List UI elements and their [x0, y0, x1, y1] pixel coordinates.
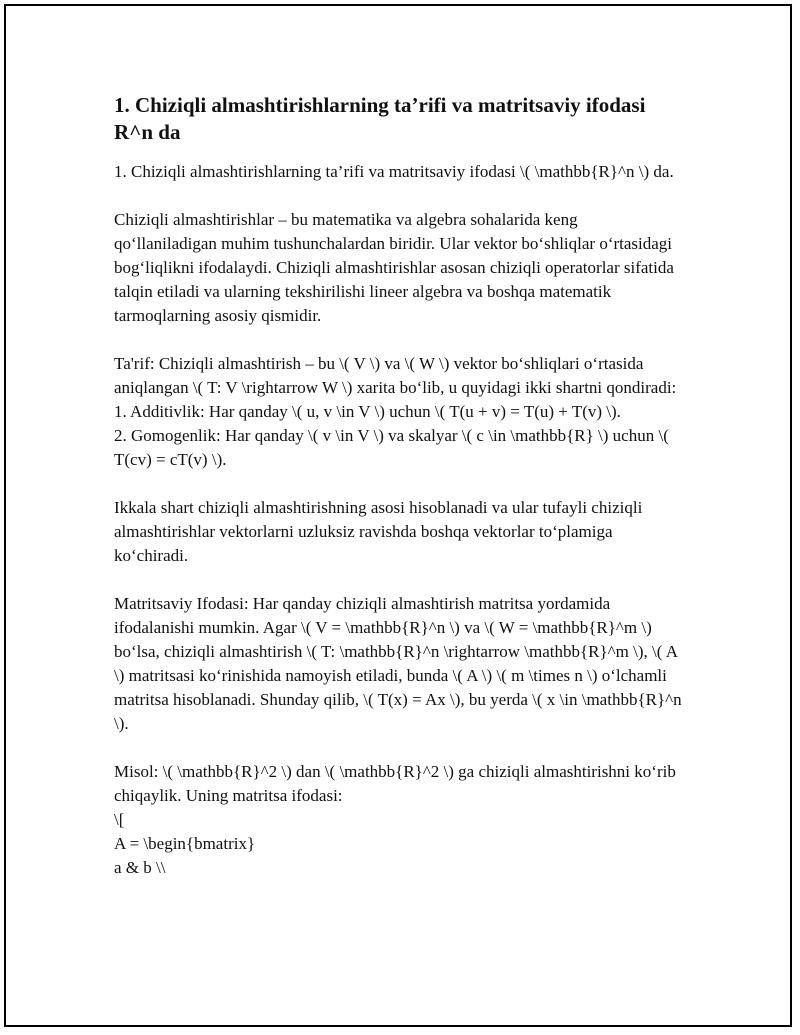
paragraph-matrix-form: Matritsaviy Ifodasi: Har qanday chiziqli almashtirish matritsa yordamida ifodalanishi mumkin. Agar \( V = \mathbb{R}^n \) va \( W = \mathbb{R}^m \) bo‘lsa, chiziqli almashtirish \( T: \mathbb{R}^n \rightarrow \mathbb{R}^m \), \( A \) matritsasi ko‘rinishida namoyish etiladi, bunda \( A \) \( m \times n \) o‘lchamli matritsa hisoblanadi. Shunday qilib, \( T(x) = Ax \), bu yerda \( x \in \mathbb{R}^n \). — [114, 594, 682, 733]
paragraph-example: Misol: \( \mathbb{R}^2 \) dan \( \mathbb{R}^2 \) ga chiziqli almashtirishni ko‘rib chiqaylik. Uning matritsa ifodasi: \[ A = \begin{bmatrix} a & b \\ — [114, 762, 676, 877]
page-title: 1. Chiziqli almashtirishlarning ta’rifi va matritsaviy ifodasi R^n da — [114, 93, 646, 144]
paragraph-introduction: Chiziqli almashtirishlar – bu matematika va algebra sohalarida keng qo‘llaniladigan muhim tushunchalardan biridir. Ular vektor bo‘shliqlar o‘rtasidagi bog‘liqlikni ifodalaydi. Chiziqli almashtirishlar asosan chiziqli operatorlar sifatida talqin etiladi va ularning tekshirilishi lineer algebra va boshqa matematik tarmoqlarning asosiy qismidir. — [114, 210, 674, 325]
document-body — [114, 92, 684, 904]
paragraph-heading-repeat: 1. Chiziqli almashtirishlarning ta’rifi va matritsaviy ifodasi \( \mathbb{R}^n \) da. — [114, 162, 674, 181]
paragraph-conditions-note: Ikkala shart chiziqli almashtirishning asosi hisoblanadi va ular tufayli chiziqli almashtirishlar vektorlarni uzluksiz ravishda boshqa vektorlar to‘plamiga ko‘chiradi. — [114, 498, 643, 565]
paragraph-definition: Ta'rif: Chiziqli almashtirish – bu \( V \) va \( W \) vektor bo‘shliqlari o‘rtasida aniqlangan \( T: V \rightarrow W \) xarita bo‘lib, u quyidagi ikki shartni qondiradi: 1. Additivlik: Har qanday \( u, v \in V \) uchun \( T(u + v) = T(u) + T(v) \). 2. Gomogenlik: Har qanday \( v \in V \) va skalyar \( c \in \mathbb{R} \) uchun \( T(cv) = cT(v) \). — [114, 354, 677, 469]
